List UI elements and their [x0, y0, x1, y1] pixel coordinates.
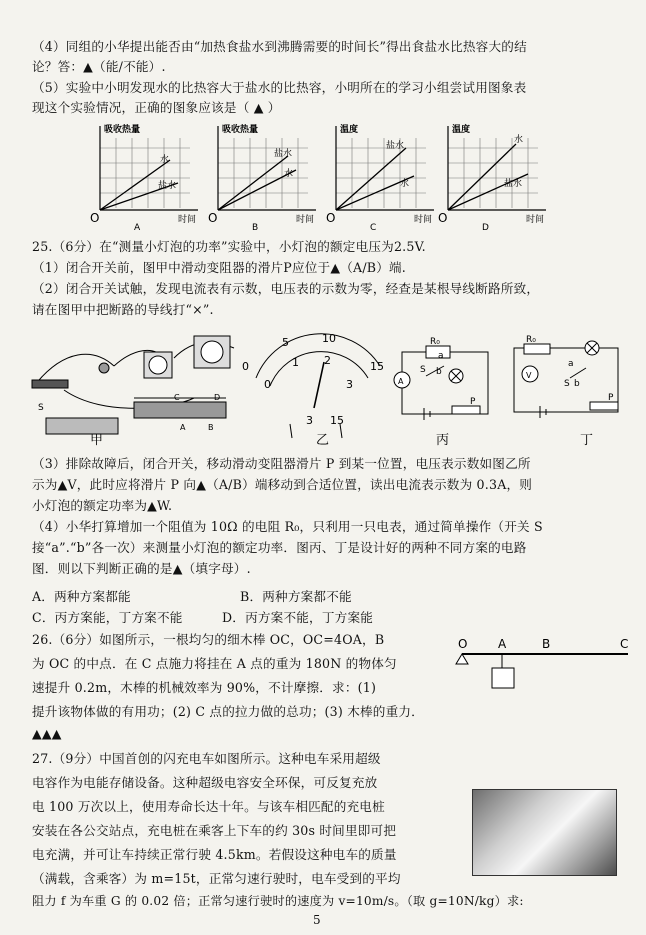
svg-text:15: 15: [370, 360, 384, 373]
svg-text:A: A: [180, 423, 186, 432]
q27-line4: 安装在各公交站点，充电桩在乘客上下车的约 30s 时间里即可把: [32, 823, 397, 838]
svg-text:C: C: [174, 393, 180, 402]
svg-text:O: O: [458, 637, 468, 651]
svg-text:O: O: [208, 211, 218, 225]
q25-3-line1: （3）排除故障后，闭合开关，移动滑动变阻器滑片 P 到某一位置，电压表示数如图乙所: [32, 456, 531, 471]
voltmeter-yi: [256, 334, 380, 438]
caption-bing: 丙: [436, 433, 450, 448]
svg-text:b: b: [436, 367, 442, 377]
svg-text:时间: 时间: [526, 215, 545, 225]
svg-text:S: S: [420, 365, 426, 375]
graph-d: [438, 123, 546, 233]
svg-text:B: B: [208, 423, 214, 432]
q26-line3: 速提升 0.2m，木棒的机械效率为 90%，不计摩擦．求：(1): [32, 680, 377, 695]
option-c: C．丙方案能，丁方案不能: [32, 610, 183, 625]
caption-ding: 丁: [580, 433, 594, 448]
option-b: B．两种方案都不能: [240, 589, 352, 604]
q25-4-line1: （4）小华打算增加一个阻值为 10Ω 的电阻 R₀，只利用一只电表，通过简单操作（开关 S: [32, 519, 543, 534]
q25-3-line2: 示为▲V，此时应将滑片 P 向▲（A/B）端移动到合适位置，读出电流表示数为 0.3A，则: [32, 477, 533, 492]
q25-title: 25.（6分）在“测量小灯泡的功率”实验中，小灯泡的额定电压为2.5V.: [32, 239, 426, 254]
svg-text:R₀: R₀: [430, 337, 440, 347]
svg-text:A: A: [398, 377, 404, 386]
svg-text:D: D: [214, 393, 221, 402]
q27-line1: 27.（9分）中国首创的闪充电车如图所示。这种电车采用超级: [32, 751, 381, 766]
svg-text:b: b: [574, 379, 580, 389]
svg-text:B: B: [542, 637, 551, 651]
circuit-figure: [24, 328, 636, 448]
page-number: 5: [313, 913, 321, 927]
graph-a: [90, 123, 198, 233]
svg-text:时间: 时间: [296, 215, 315, 225]
svg-text:水: 水: [284, 169, 294, 179]
q27-line7: 阻力 f 为车重 G 的 0.02 倍；正常匀速行驶时的速度为 v=10m/s。（取 g=10N/kg）求:: [32, 894, 524, 908]
svg-text:盐水: 盐水: [274, 149, 293, 159]
electric-bus-photo: [472, 789, 617, 876]
q24-5-line2: 现这个实验情况，正确的图象应该是（ ▲ ）: [32, 100, 281, 115]
svg-text:3: 3: [346, 378, 353, 391]
q27-line6: （满载，含乘客）为 m=15t，正常匀速行驶时，电车受到的平均: [32, 871, 401, 886]
svg-text:2: 2: [324, 354, 331, 367]
q26-answer: ▲▲▲: [32, 726, 62, 741]
q24-4-line2: 论？答：▲（能/不能）.: [32, 59, 166, 74]
svg-text:温度: 温度: [340, 125, 359, 135]
svg-text:B: B: [252, 223, 259, 233]
svg-text:D: D: [482, 223, 489, 233]
svg-text:1: 1: [292, 356, 299, 369]
graph-b: [208, 123, 316, 233]
svg-text:15: 15: [330, 414, 344, 427]
q25-1: （1）闭合开关前，图甲中滑动变阻器的滑片P应位于▲（A/B）端.: [32, 260, 407, 275]
svg-text:吸收热量: 吸收热量: [222, 125, 259, 135]
q26-line4: 提升该物体做的有用功；(2) C 点的拉力做的总功；(3) 木棒的重力．: [32, 704, 424, 719]
svg-text:3: 3: [306, 414, 313, 427]
svg-text:P: P: [608, 393, 614, 403]
caption-jia: 甲: [90, 433, 104, 448]
svg-text:A: A: [498, 637, 507, 651]
svg-text:R₀: R₀: [526, 335, 536, 345]
graph-a-salt: 盐水: [158, 181, 177, 191]
svg-text:A: A: [134, 223, 141, 233]
svg-text:10: 10: [322, 332, 336, 345]
svg-text:C: C: [620, 637, 629, 651]
svg-text:时间: 时间: [414, 215, 433, 225]
svg-text:S: S: [38, 403, 44, 413]
svg-text:水: 水: [400, 179, 410, 189]
q25-4-line2: 接“a”.“b”各一次）来测量小灯泡的额定功率．图丙、丁是设计好的两种不同方案的电路: [32, 540, 527, 555]
graph-a-water: 水: [160, 155, 170, 165]
q27-line5: 电充满，并可让车持续正常行驶 4.5km。若假设这种电车的质量: [32, 847, 397, 862]
svg-text:温度: 温度: [452, 125, 471, 135]
svg-text:V: V: [526, 371, 532, 380]
graph-a-ylabel: 吸收热量: [104, 125, 141, 135]
option-a: A．两种方案都能: [32, 589, 131, 604]
q26-line1: 26.（6分）如图所示，一根均匀的细木棒 OC，OC=4OA，B: [32, 632, 385, 647]
svg-text:C: C: [370, 223, 377, 233]
q27-line2: 电容作为电能存储设备。这种超级电容安全环保，可反复充放: [32, 775, 378, 790]
q25-2-line2: 请在图甲中把断路的导线打“×”.: [32, 302, 214, 317]
svg-text:a: a: [568, 359, 574, 369]
q24-4-line1: （4）同组的小华提出能否由“加热食盐水到沸腾需要的时间长”得出食盐水比热容大的结: [32, 39, 527, 54]
option-d: D．丙方案不能，丁方案能: [222, 610, 374, 625]
svg-text:水: 水: [514, 135, 524, 145]
svg-text:时间: 时间: [178, 215, 197, 225]
q25-2-line1: （2）闭合开关试触，发现电流表有示数，电压表的示数为零，经查是某根导线断路所致，: [32, 281, 540, 296]
graph-figure: [88, 118, 558, 233]
svg-text:O: O: [90, 211, 100, 225]
caption-yi: 乙: [316, 433, 330, 448]
svg-text:O: O: [438, 211, 448, 225]
lever-figure: [452, 636, 634, 696]
svg-text:0: 0: [264, 378, 271, 391]
svg-text:S: S: [564, 379, 570, 389]
svg-text:盐水: 盐水: [504, 179, 523, 189]
svg-text:0: 0: [242, 360, 249, 373]
svg-text:5: 5: [282, 336, 289, 349]
graph-c: [326, 123, 434, 233]
svg-text:a: a: [438, 351, 444, 361]
q27-line3: 电 100 万次以上，使用寿命长达十年。与该车相匹配的充电桩: [32, 799, 385, 814]
q26-line2: 为 OC 的中点．在 C 点施力将挂在 A 点的重为 180N 的物体匀: [32, 656, 397, 671]
svg-text:P: P: [470, 397, 476, 407]
q25-4-line3: 图．则以下判断正确的是▲（填字母）.: [32, 561, 251, 576]
circuit-jia: [32, 336, 234, 434]
svg-text:O: O: [326, 211, 336, 225]
q25-3-line3: 小灯泡的额定功率为▲W.: [32, 498, 173, 513]
svg-text:盐水: 盐水: [386, 141, 405, 151]
q24-5-line1: （5）实验中小明发现水的比热容大于盐水的比热容，小明所在的学习小组尝试用图象表: [32, 80, 527, 95]
